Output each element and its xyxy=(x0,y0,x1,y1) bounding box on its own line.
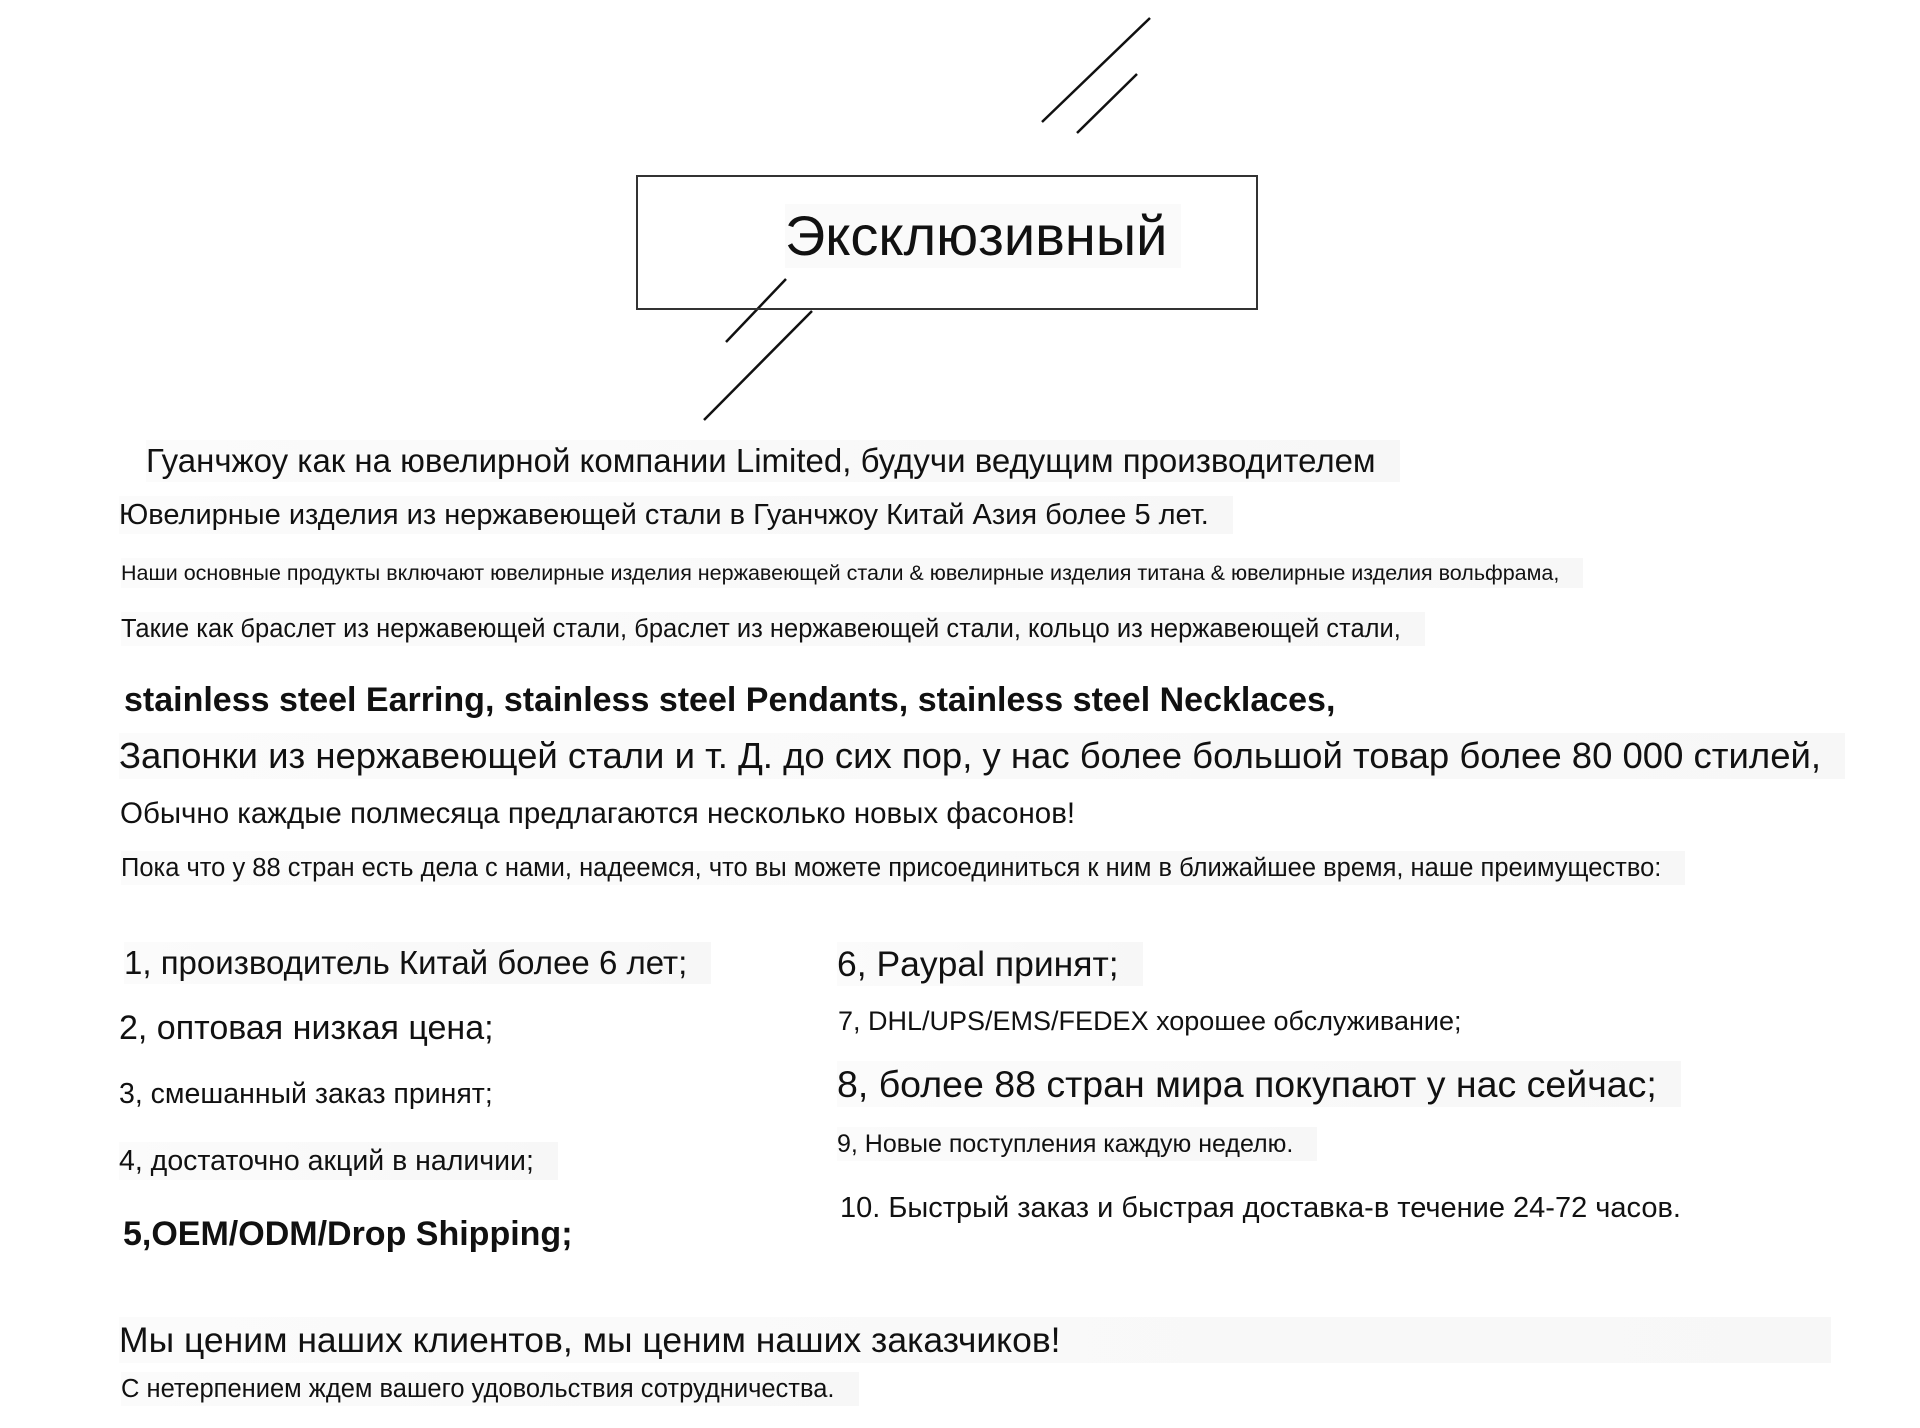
decor-line-top-long xyxy=(1042,18,1150,122)
intro-line-1: Гуанчжоу как на ювелирной компании Limited, будучи ведущим производителем xyxy=(146,440,1400,482)
decor-line-top-short xyxy=(1077,74,1137,133)
intro-line-6: Запонки из нержавеющей стали и т. Д. до сих пор, у нас более большой товар более 80 000 стилей, xyxy=(119,733,1845,779)
intro-line-7: Обычно каждые полмесяца предлагаются несколько новых фасонов! xyxy=(120,797,1076,830)
intro-line-3: Наши основные продукты включают ювелирные изделия нержавеющей стали & ювелирные изделия титана & ювелирные изделия вольфрама, xyxy=(121,558,1583,588)
advantage-item: 4, достаточно акций в наличии; xyxy=(119,1142,558,1180)
advantage-item: 2, оптовая низкая цена; xyxy=(119,1009,494,1047)
closing-line-1: Мы ценим наших клиентов, мы ценим наших заказчиков! xyxy=(119,1317,1831,1363)
advantage-item: 7, DHL/UPS/EMS/FEDEX хорошее обслуживание; xyxy=(838,1006,1462,1036)
advantage-item: 10. Быстрый заказ и быстрая доставка-в течение 24-72 часов. xyxy=(840,1192,1681,1224)
intro-line-5: stainless steel Earring, stainless steel Pendants, stainless steel Necklaces, xyxy=(124,681,1336,719)
intro-line-8: Пока что у 88 стран есть дела с нами, надеемся, что вы можете присоединиться к ним в ближайшее время, наше преимущество: xyxy=(121,851,1685,885)
advantage-item: 9, Новые поступления каждую неделю. xyxy=(837,1127,1317,1161)
advantage-item: 3, смешанный заказ принят; xyxy=(119,1078,493,1110)
page-title: Эксклюзивный xyxy=(785,204,1181,268)
advantage-item: 6, Paypal принят; xyxy=(837,942,1143,986)
closing-line-2: С нетерпением ждем вашего удовольствия сотрудничества. xyxy=(121,1372,859,1406)
decor-line-bottom-long xyxy=(704,311,812,420)
intro-line-2: Ювелирные изделия из нержавеющей стали в Гуанчжоу Китай Азия более 5 лет. xyxy=(119,496,1233,534)
advantage-item: 8, более 88 стран мира покупают у нас сейчас; xyxy=(837,1061,1681,1107)
advantage-item: 1, производитель Китай более 6 лет; xyxy=(124,942,711,984)
advantage-item: 5,OEM/ODM/Drop Shipping; xyxy=(123,1215,573,1253)
intro-line-4: Такие как браслет из нержавеющей стали, браслет из нержавеющей стали, кольцо из нержавеющей стали, xyxy=(121,612,1425,646)
